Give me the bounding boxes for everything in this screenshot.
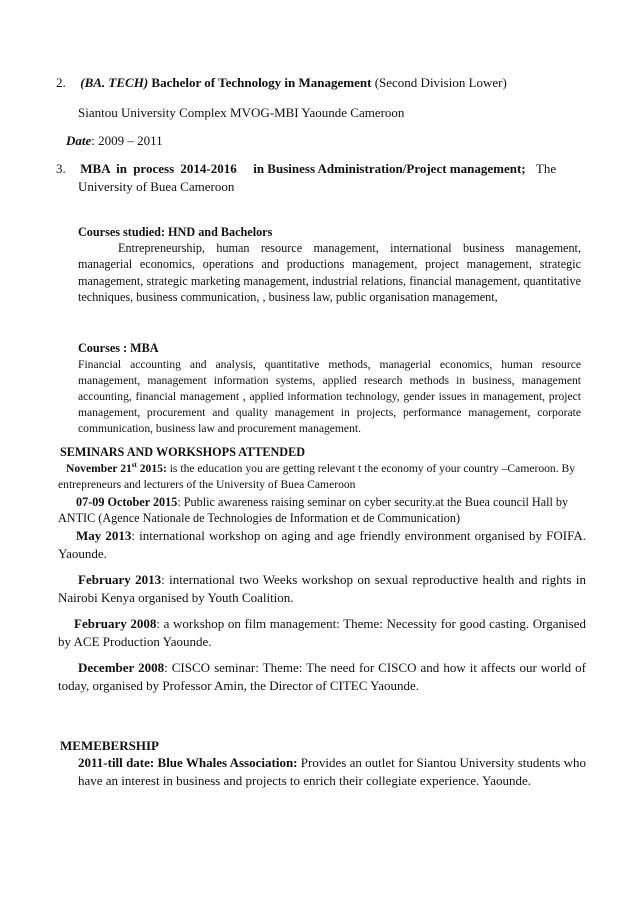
seminar-description: : Public awareness raising seminar on cyber security.at the Buea council Hall by ANTIC (Agence Nationale de Technologies de Information et de Communication): [58, 495, 569, 526]
courses-mba-text: Financial accounting and analysis, quantitative methods, managerial economics, human resource management, management information systems, applied research methods in business, management accounting, financial management , applied information technology, gender issues in management, project management, procurement and quality management in projects, performance management, corporate communication, business law and procurement management.: [78, 358, 581, 435]
seminar-date: February 2008: [74, 616, 157, 631]
seminar-entry: [58, 494, 586, 527]
seminar-description: : a workshop on film management: Theme: Necessity for good casting. Organised by ACE Production Yaounde.: [58, 616, 586, 649]
seminars-heading: SEMINARS AND WORKSHOPS ATTENDED: [60, 445, 306, 459]
membership-description: Provides an outlet for Siantou University students who have an interest in business and projects to enrich their collegiate experience. Yaounde.: [78, 755, 587, 788]
membership-entry: [78, 754, 586, 790]
education-item-2-institution: Siantou University Complex MVOG-MBI Yaounde Cameroon: [78, 105, 405, 120]
seminar-date: 07-09 October 2015: [76, 495, 178, 509]
education-item-2-date: [66, 132, 163, 150]
mba-program: MBA in process 2014-2016: [80, 161, 237, 176]
education-item-3: [56, 160, 582, 178]
mba-the: The: [535, 161, 557, 176]
seminar-entry: [58, 615, 586, 651]
education-item-2: [56, 74, 586, 92]
membership-lead: 2011-till date: Blue Whales Association:: [78, 755, 298, 770]
degree-abbreviation: (BA. TECH): [80, 75, 149, 90]
date-value: : 2009 – 2011: [91, 133, 163, 148]
courses-hnd-text: Entrepreneurship, human resource management, international business management, managerial economics, operations and productions management, project management, strategic management, strategic marketing management, industrial relations, financial management, quantitative techniques, business communication, , business law, public organisation management,: [78, 241, 581, 305]
seminar-date: February 2013: [78, 572, 162, 587]
membership-heading: MEMEBERSHIP: [60, 738, 159, 753]
seminar-date: May 2013: [76, 528, 132, 543]
seminar-description: : international two Weeks workshop on sexual reproductive health and rights in Nairobi Kenya organised by Youth Coalition.: [58, 572, 586, 605]
seminar-entry: [58, 527, 586, 563]
courses-hnd-heading: Courses studied: HND and Bachelors: [78, 225, 273, 239]
item-number: 3.: [56, 161, 66, 176]
mba-field: in Business Administration/Project management;: [253, 161, 526, 176]
seminar-date: December 2008: [78, 660, 165, 675]
degree-title: Bachelor of Technology in Management: [151, 75, 372, 90]
seminar-date: November 21: [66, 462, 132, 475]
seminar-description: : international workshop on aging and age friendly environment organised by FOIFA. Yaounde.: [58, 528, 586, 561]
seminar-entry: November 21st 2015: is the education you are getting relevant t the economy of your country –Cameroon. By entrepreneurs and lecturers of the University of Buea Cameroon: [58, 461, 576, 491]
seminar-entry: [58, 571, 586, 607]
item-number: 2.: [56, 75, 66, 90]
education-item-3-institution: University of Buea Cameroon: [78, 179, 235, 194]
seminar-entry: [58, 659, 586, 695]
courses-mba-heading: Courses : MBA: [78, 341, 159, 355]
date-label: Date: [66, 133, 92, 148]
seminar-description: is the education you are getting relevant t the economy of your country –Cameroon. By entrepreneurs and lecturers of the University of Buea Cameroon: [58, 462, 576, 491]
seminar-description: : CISCO seminar: Theme: The need for CISCO and how it affects our world of today, organised by Professor Amin, the Director of CITEC Yaounde.: [58, 660, 587, 693]
degree-grade: (Second Division Lower): [374, 75, 507, 90]
